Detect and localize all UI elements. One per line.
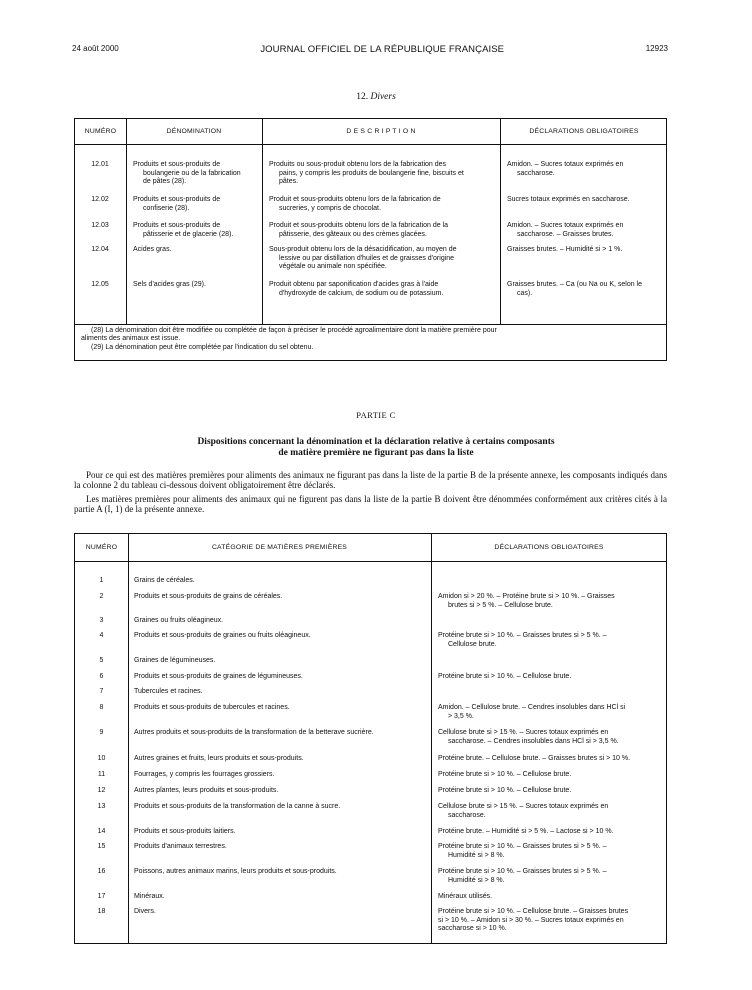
row-description: [269, 196, 497, 213]
divers-table: [74, 118, 667, 361]
text-line: boulangerie ou de la fabrication: [143, 169, 241, 177]
text-line: lessive ou par distillation d'huiles et de graisses d'origine: [279, 254, 455, 262]
text-line: saccharose.: [448, 811, 486, 819]
row-description: [269, 246, 497, 272]
text-line: saccharose. – Graisses brutes.: [517, 230, 614, 238]
row-number: 12.01: [91, 161, 109, 168]
text-line: brutes si > 5 %. – Cellulose brute.: [448, 601, 553, 609]
col-divider: [431, 534, 432, 943]
journal-title: JOURNAL OFFICIEL DE LA RÉPUBLIQUE FRANÇAISE: [260, 44, 505, 55]
col-divider: [500, 119, 501, 324]
text-line: > 3,5 %.: [448, 712, 474, 720]
col-header-declarations: DÉCLARATIONS OBLIGATOIRES: [494, 544, 604, 551]
text-line: sucreries, y compris de chocolat.: [279, 204, 381, 212]
text-line: saccharose.: [517, 169, 555, 177]
text-line: saccharose. – Cendres insolubles dans HCl si > 3,5 %.: [448, 737, 619, 745]
text-line: Produit et sous-produits obtenu lors de la fabrication de: [269, 196, 441, 203]
text-line: pâtisserie et de glacerie (28).: [143, 230, 234, 238]
row-denomination: [133, 222, 256, 239]
row-number: 17: [97, 893, 106, 900]
paragraph-2: Les matières premières pour aliments des animaux qui ne figurent pas dans la liste de la partie B doivent être dénommées conformément aux critères cités à la partie A (I, 1) de la présente annexe.: [74, 494, 667, 515]
heading-line: de matière première ne figurant pas dans la liste: [278, 447, 474, 458]
row-declarations: [438, 893, 662, 902]
row-declarations: [438, 729, 662, 746]
row-category: Autres graines et fruits, leurs produits et sous-produits.: [134, 755, 304, 762]
col-header-denomination: DÉNOMINATION: [166, 128, 222, 135]
row-declarations: [438, 908, 662, 934]
row-category: Produits et sous-produits laitiers.: [134, 828, 236, 835]
row-number: 16: [97, 868, 106, 875]
text-line: végétale ou animale non spécifiée.: [279, 263, 387, 271]
col-header-numero: NUMÉRO: [85, 544, 118, 551]
row-category: Graines de légumineuses.: [134, 657, 216, 664]
text-line: Sous-produit obtenu lors de la désacidification, au moyen de: [269, 246, 457, 253]
row-declarations: [507, 161, 662, 178]
text-line: Humidité si > 8 %.: [448, 851, 505, 859]
text-line: d'hydroxyde de calcium, de sodium ou de potassium.: [279, 289, 444, 297]
notes-rule: [75, 324, 666, 325]
row-category: Produits et sous-produits de graines ou fruits oléagineux.: [134, 632, 311, 639]
row-declarations: [438, 803, 662, 820]
row-declarations: [438, 593, 662, 610]
row-category: Autres produits et sous-produits de la transformation de la betterave sucrière.: [134, 729, 374, 736]
text-line: Humidité si > 8 %.: [448, 876, 505, 884]
text-line: Cellulose brute si > 15 %. – Sucres totaux exprimés en: [438, 803, 609, 810]
categories-table: [74, 533, 667, 944]
text-line: Sels d'acides gras (29).: [133, 281, 206, 288]
col-header-numero: NUMÉRO: [84, 128, 117, 135]
text-line: Produits ou sous-produit obtenu lors de la fabrication des: [269, 161, 447, 168]
text-line: Amidon. – Cellulose brute. – Cendres insolubles dans HCl si: [438, 704, 626, 711]
row-denomination: [133, 196, 256, 213]
text-line: confiserie (28).: [143, 204, 190, 212]
text-line: Amidon. – Sucres totaux exprimés en: [507, 161, 624, 168]
section-number: 12.: [356, 92, 369, 102]
text-line: Protéine brute si > 10 %. – Cellulose brute.: [438, 771, 572, 778]
section-name: Divers: [370, 92, 396, 102]
row-category: Divers.: [134, 908, 156, 915]
header-date: 24 août 2000: [72, 44, 119, 53]
text-line: pâtes.: [279, 178, 299, 186]
table-footnotes: [81, 327, 660, 352]
row-category: Produits et sous-produits de la transformation de la canne à sucre.: [134, 803, 341, 810]
row-declarations: [507, 246, 662, 255]
row-category: Produits et sous-produits de grains de céréales.: [134, 593, 283, 600]
row-category: Grains de céréales.: [134, 577, 195, 584]
row-number: 15: [97, 843, 106, 850]
row-declarations: [438, 787, 662, 796]
row-number: 11: [97, 771, 106, 778]
partie-c-heading: [0, 437, 752, 458]
row-category: Poissons, autres animaux marins, leurs produits et sous-produits.: [134, 868, 337, 875]
paragraph-1: Pour ce qui est des matières premières pour aliments des animaux ne figurant pas dans la liste de la partie B de la présente annexe, les composants indiqués dans la colonne 2 du tableau ci-dessous doivent obligatoirement être déclarés.: [74, 470, 667, 491]
text-line: Produits et sous-produits de: [133, 222, 221, 229]
row-number: 8: [99, 704, 104, 711]
text-line: pains, y compris les produits de boulangerie fine, biscuits et: [279, 169, 464, 177]
text-line: Graisses brutes. – Ca (ou Na ou K, selon le: [507, 281, 643, 288]
text-line: Amidon. – Sucres totaux exprimés en: [507, 222, 624, 229]
row-number: 13: [97, 803, 106, 810]
text-line: si > 10 %. – Amidon si > 30 %. – Sucres totaux exprimés en: [438, 916, 624, 924]
text-line: Protéine brute si > 10 %. – Cellulose brute.: [438, 787, 572, 794]
text-line: Produits et sous-produits de: [133, 161, 221, 168]
row-number: 2: [99, 593, 104, 600]
row-description: [269, 281, 497, 298]
row-denomination: [133, 161, 256, 187]
text-line: Protéine brute si > 10 %. – Graisses brutes si > 5 %. –: [438, 868, 607, 875]
heading-line: Dispositions concernant la dénomination et la déclaration relative à certains composants: [197, 437, 555, 447]
text-line: Produit obtenu par saponification d'acides gras à l'aide: [269, 281, 439, 288]
footnote-29: (29) La dénomination peut être complétée par l'indication du sel obtenu.: [91, 343, 314, 351]
row-number: 4: [99, 632, 104, 639]
row-denomination: [133, 281, 256, 290]
text-line: Protéine brute si > 10 %. – Graisses brutes si > 5 %. –: [438, 632, 607, 639]
row-declarations: [507, 281, 662, 298]
row-number: 3: [99, 617, 104, 624]
text-line: pâtisserie, des gâteaux ou des crèmes glacées.: [279, 230, 427, 238]
row-number: 14: [97, 828, 106, 835]
row-number: 6: [99, 673, 104, 680]
row-declarations: [438, 673, 662, 682]
row-number: 5: [99, 657, 104, 664]
header-rule: [75, 144, 666, 145]
section-title: [0, 92, 752, 102]
row-category: Produits et sous-produits de tubercules et racines.: [134, 704, 290, 711]
row-number: 1: [99, 577, 104, 584]
row-declarations: [438, 828, 662, 837]
text-line: saccharose si > 10 %.: [438, 925, 507, 933]
text-line: cas).: [517, 289, 533, 297]
col-divider: [128, 534, 129, 943]
text-line: Amidon si > 20 %. – Protéine brute si > 10 %. – Graisses: [438, 593, 615, 600]
text-line: Protéine brute si > 10 %. – Graisses brutes si > 5 %. –: [438, 843, 607, 850]
text-line: Graisses brutes. – Humidité si > 1 %.: [507, 246, 623, 253]
text-line: de pâtes (28).: [143, 178, 187, 186]
col-header-declarations: DÉCLARATIONS OBLIGATOIRES: [529, 128, 639, 135]
footnote-28: (28) La dénomination doit être modifiée ou complétée de façon à préciser le procédé agroalimentaire dont la matière première pour: [91, 327, 497, 334]
text-line: Protéine brute. – Cellulose brute. – Graisses brutes si > 10 %.: [438, 755, 631, 762]
row-declarations: [438, 843, 662, 860]
row-declarations: [507, 222, 662, 239]
text-line: Minéraux utilisés.: [438, 893, 493, 900]
col-divider: [126, 119, 127, 324]
col-divider: [262, 119, 263, 324]
page-header: [72, 44, 668, 55]
row-number: 12: [97, 787, 106, 794]
page-number: 12923: [645, 44, 668, 53]
header-rule: [75, 561, 666, 562]
row-number: 12.04: [91, 246, 109, 253]
col-header-description: D E S C R I P T I O N: [346, 128, 416, 135]
row-number: 18: [97, 908, 106, 915]
row-declarations: [438, 868, 662, 885]
text-line: Produits et sous-produits de: [133, 196, 221, 203]
row-number: 12.03: [91, 222, 109, 229]
partie-c-label: PARTIE C: [356, 410, 396, 420]
row-declarations: [507, 196, 662, 205]
row-category: Autres plantes, leurs produits et sous-produits.: [134, 787, 279, 794]
text-line: Protéine brute. – Humidité si > 5 %. – Lactose si > 10 %.: [438, 828, 614, 835]
row-number: 12.05: [91, 281, 109, 288]
text-line: Cellulose brute si > 15 %. – Sucres totaux exprimés en: [438, 729, 609, 736]
row-declarations: [438, 771, 662, 780]
row-declarations: [438, 755, 662, 764]
row-category: Graines ou fruits oléagineux.: [134, 617, 224, 624]
text-line: Sucres totaux exprimés en saccharose.: [507, 196, 630, 203]
row-description: [269, 161, 497, 187]
row-category: Produits et sous-produits de graines de légumineuses.: [134, 673, 303, 680]
text-line: Cellulose brute.: [448, 640, 497, 648]
row-declarations: [438, 704, 662, 721]
text-line: Protéine brute si > 10 %. – Cellulose brute. – Graisses brutes: [438, 908, 629, 915]
text-line: Acides gras.: [133, 246, 172, 253]
text-line: Produit et sous-produits obtenu lors de la fabrication de la: [269, 222, 448, 229]
row-number: 12.02: [91, 196, 109, 203]
row-number: 10: [97, 755, 106, 762]
row-category: Produits d'animaux terrestres.: [134, 843, 227, 850]
row-description: [269, 222, 497, 239]
footnote-28-continued: aliments des animaux est issue.: [81, 335, 181, 343]
row-category: Tubercules et racines.: [134, 688, 203, 695]
col-header-categorie: CATÉGORIE DE MATIÈRES PREMIÈRES: [211, 544, 348, 551]
row-number: 9: [99, 729, 104, 736]
row-category: Fourrages, y compris les fourrages grossiers.: [134, 771, 275, 778]
text-line: Protéine brute si > 10 %. – Cellulose brute.: [438, 673, 572, 680]
row-denomination: [133, 246, 256, 255]
row-declarations: [438, 632, 662, 649]
row-category: Minéraux.: [134, 893, 165, 900]
row-number: 7: [99, 688, 104, 695]
